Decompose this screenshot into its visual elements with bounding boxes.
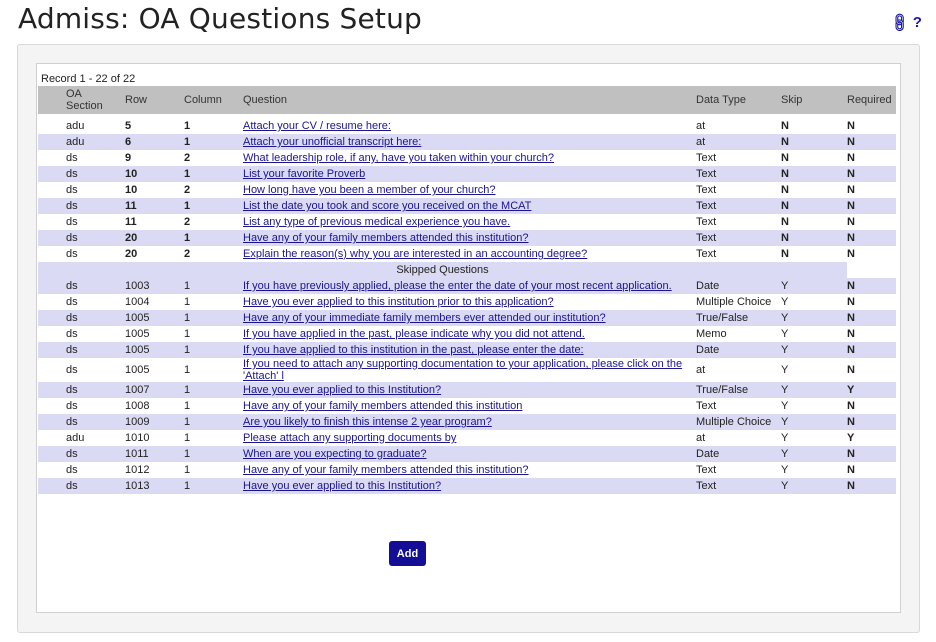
cell-row: 1003: [125, 278, 184, 294]
cell-row: 1008: [125, 400, 150, 412]
cell-column: 1: [184, 166, 243, 182]
cell-required: N: [847, 184, 855, 196]
row-spacer: [38, 230, 66, 246]
cell-required: N: [847, 198, 896, 214]
cell-required: N: [847, 248, 855, 260]
table-row: [38, 134, 896, 150]
cell-question: [243, 326, 696, 342]
cell-data-type: Text: [696, 478, 781, 494]
cell-skip: N: [781, 152, 789, 164]
record-to: - 22: [88, 73, 108, 85]
table-row: [38, 230, 896, 246]
table-row: [38, 462, 896, 478]
question-link[interactable]: Please attach any supporting documents by: [243, 432, 457, 444]
col-blank: [38, 86, 66, 114]
question-link[interactable]: Have you ever applied to this institution prior to this application?: [243, 296, 554, 308]
table-row: [38, 382, 896, 398]
cell-oa-section: ds: [66, 184, 78, 196]
cell-required: N: [847, 328, 855, 340]
record-label: Record: [41, 73, 77, 85]
cell-oa-section: adu: [66, 432, 85, 444]
record-count: [41, 73, 135, 85]
table-row: [38, 342, 896, 358]
row-spacer: [38, 462, 66, 478]
table-row: [38, 414, 896, 430]
cell-row: 5: [125, 120, 132, 132]
cell-question: [243, 294, 696, 310]
row-spacer: [38, 166, 66, 182]
cell-column: 1: [184, 278, 243, 294]
cell-skip: N: [781, 134, 847, 150]
cell-required: N: [847, 364, 855, 376]
col-data-type[interactable]: Data Type: [696, 86, 781, 114]
cell-row: 1005: [125, 328, 150, 340]
cell-oa-section: ds: [66, 328, 78, 340]
cell-skip: Y: [781, 382, 847, 398]
cell-oa-section: ds: [66, 364, 78, 376]
cell-column: 1: [184, 382, 243, 398]
row-spacer: [38, 246, 66, 262]
cell-oa-section: ds: [66, 382, 125, 398]
cell-row: 10: [125, 166, 184, 182]
questions-table: [38, 86, 896, 494]
cell-column: 1: [184, 134, 243, 150]
cell-question: [243, 198, 696, 214]
cell-skip: N: [781, 184, 789, 196]
cell-oa-section: adu: [66, 134, 125, 150]
question-link[interactable]: List your favorite Proverb: [243, 168, 366, 180]
cell-column: 1: [184, 296, 191, 308]
cell-data-type: Text: [696, 230, 781, 246]
cell-question: [243, 214, 696, 230]
table-header: [38, 86, 896, 114]
cell-required: N: [847, 414, 896, 430]
row-spacer: [38, 398, 66, 414]
questions-panel: [36, 63, 901, 613]
cell-data-type: at: [696, 134, 781, 150]
cell-data-type: Date: [696, 278, 781, 294]
record-of: of: [110, 73, 120, 85]
cell-required: N: [847, 342, 896, 358]
cell-data-type: True/False: [696, 310, 781, 326]
cell-column: 1: [184, 464, 191, 476]
cell-oa-section: ds: [66, 152, 78, 164]
cell-question: [243, 230, 696, 246]
table-row: [38, 294, 896, 310]
question-link[interactable]: If you have previously applied, please the enter the date of your most recent application.: [243, 280, 672, 292]
cell-column: 1: [184, 400, 191, 412]
row-spacer: [38, 358, 66, 382]
empty-cell: [847, 262, 896, 278]
col-skip[interactable]: Skip: [781, 86, 847, 114]
row-spacer: [38, 326, 66, 342]
cell-column: 1: [184, 198, 243, 214]
cell-row: 11: [125, 216, 137, 228]
cell-question: [243, 278, 696, 294]
cell-row: 11: [125, 198, 184, 214]
question-link[interactable]: Have any of your family members attended this institution?: [243, 464, 529, 476]
row-spacer: [38, 310, 66, 326]
cell-column: 2: [184, 216, 191, 228]
question-link[interactable]: Have any of your family members attended this institution?: [243, 232, 529, 244]
cell-data-type: Date: [696, 342, 781, 358]
row-spacer: [38, 446, 66, 462]
record-from: 1: [79, 73, 86, 85]
header-tools: [887, 10, 922, 35]
cell-oa-section: adu: [66, 120, 85, 132]
question-link[interactable]: What leadership role, if any, have you taken within your church?: [243, 152, 555, 164]
cell-question: [243, 134, 696, 150]
cell-required: N: [847, 478, 896, 494]
cell-row: 1013: [125, 478, 184, 494]
table-row: [38, 478, 896, 494]
record-total: 22: [123, 73, 136, 85]
cell-question: [243, 310, 696, 326]
cell-data-type: Text: [696, 198, 781, 214]
cell-oa-section: ds: [66, 446, 125, 462]
cell-data-type: Memo: [696, 328, 727, 340]
table-row: [38, 166, 896, 182]
cell-required: N: [847, 152, 855, 164]
cell-row: 20: [125, 230, 184, 246]
table-row: [38, 326, 896, 342]
row-spacer: [38, 214, 66, 230]
cell-row: 6: [125, 134, 184, 150]
cell-column: 1: [184, 478, 243, 494]
cell-skip: N: [781, 248, 789, 260]
cell-required: Y: [847, 382, 896, 398]
cell-row: 1004: [125, 296, 150, 308]
cell-row: 9: [125, 152, 132, 164]
question-link[interactable]: If you need to attach any supporting documentation to your application, please click on the 'Attach' l: [243, 358, 683, 382]
cell-column: 1: [184, 120, 191, 132]
row-spacer: [38, 294, 66, 310]
cell-oa-section: ds: [66, 296, 78, 308]
cell-question: [243, 118, 696, 134]
col-oa-section[interactable]: OA Section: [66, 86, 125, 114]
question-link[interactable]: Attach your unofficial transcript here:: [243, 136, 422, 148]
col-column[interactable]: Column: [184, 86, 243, 114]
cell-row: 1009: [125, 414, 184, 430]
question-link[interactable]: Explain the reason(s) why you are interested in an accounting degree?: [243, 248, 588, 260]
cell-skip: Y: [781, 446, 847, 462]
cell-skip: Y: [781, 342, 847, 358]
question-link[interactable]: Have any of your family members attended this institution: [243, 400, 523, 412]
cell-required: N: [847, 310, 896, 326]
cell-data-type: Date: [696, 446, 781, 462]
cell-row: 1011: [125, 446, 184, 462]
cell-column: 1: [184, 414, 243, 430]
cell-column: 1: [184, 432, 191, 444]
table-row: [38, 278, 896, 294]
row-spacer: [38, 134, 66, 150]
question-link[interactable]: Have you ever applied to this Institution?: [243, 384, 442, 396]
cell-required: N: [847, 230, 896, 246]
cell-oa-section: ds: [66, 400, 78, 412]
question-link[interactable]: Have you ever applied to this Institution?: [243, 480, 442, 492]
skipped-heading-row: [38, 262, 896, 278]
cell-data-type: at: [696, 120, 706, 132]
cell-question: [243, 478, 696, 494]
table-row: [38, 446, 896, 462]
cell-oa-section: ds: [66, 216, 78, 228]
cell-oa-section: ds: [66, 310, 125, 326]
row-spacer: [38, 118, 66, 134]
cell-data-type: True/False: [696, 382, 781, 398]
col-row[interactable]: Row: [125, 86, 184, 114]
cell-column: 1: [184, 364, 191, 376]
cell-row: 1005: [125, 342, 184, 358]
cell-required: N: [847, 446, 896, 462]
cell-skip: Y: [781, 310, 847, 326]
cell-column: 1: [184, 230, 243, 246]
cell-data-type: Multiple Choice: [696, 414, 781, 430]
table-row: [38, 118, 896, 134]
cell-required: N: [847, 166, 896, 182]
cell-question: [243, 430, 696, 446]
table-row: [38, 358, 896, 382]
cell-skip: Y: [781, 414, 847, 430]
cell-skip: Y: [781, 400, 789, 412]
col-question[interactable]: Question: [243, 86, 696, 114]
cell-row: 1005: [125, 310, 184, 326]
cell-oa-section: ds: [66, 414, 125, 430]
question-link[interactable]: Attach your CV / resume here:: [243, 120, 391, 132]
question-link[interactable]: If you have applied to this institution in the past, please enter the date:: [243, 344, 584, 356]
cell-question: [243, 358, 696, 382]
cell-row: 1012: [125, 464, 150, 476]
table-row: [38, 430, 896, 446]
cell-skip: Y: [781, 328, 789, 340]
col-required[interactable]: Required: [847, 86, 896, 114]
row-spacer: [38, 430, 66, 446]
cell-required: N: [847, 296, 855, 308]
page-title: Admiss: OA Questions Setup: [18, 2, 423, 35]
table-row: [38, 214, 896, 230]
cell-data-type: Text: [696, 400, 717, 412]
table-row: [38, 198, 896, 214]
cell-data-type: Text: [696, 248, 717, 260]
content-panel: [17, 44, 920, 633]
cell-skip: Y: [781, 478, 847, 494]
cell-required: N: [847, 120, 855, 132]
question-link[interactable]: List the date you took and score you received on the MCAT: [243, 200, 532, 212]
cell-data-type: Text: [696, 166, 781, 182]
cell-question: [243, 446, 696, 462]
cell-skip: Y: [781, 278, 847, 294]
table-row: [38, 398, 896, 414]
cell-oa-section: ds: [66, 464, 78, 476]
cell-oa-section: ds: [66, 248, 78, 260]
question-link[interactable]: If you have applied in the past, please indicate why you did not attend.: [243, 328, 585, 340]
cell-data-type: Text: [696, 216, 717, 228]
cell-skip: Y: [781, 296, 789, 308]
cell-question: [243, 342, 696, 358]
cell-required: N: [847, 400, 855, 412]
question-link[interactable]: List any type of previous medical experience you have.: [243, 216, 511, 228]
question-link[interactable]: Have any of your immediate family members ever attended our institution?: [243, 312, 606, 324]
cell-question: [243, 246, 696, 262]
question-link[interactable]: How long have you been a member of your church?: [243, 184, 496, 196]
row-spacer: [38, 382, 66, 398]
cell-oa-section: ds: [66, 198, 125, 214]
cell-required: Y: [847, 432, 855, 444]
cell-data-type: Text: [696, 184, 717, 196]
row-spacer: [38, 182, 66, 198]
cell-oa-section: ds: [66, 230, 125, 246]
cell-data-type: at: [696, 432, 706, 444]
row-spacer: [38, 478, 66, 494]
cell-oa-section: ds: [66, 342, 125, 358]
cell-row: 1005: [125, 364, 150, 376]
cell-row: 1007: [125, 382, 184, 398]
cell-data-type: Multiple Choice: [696, 296, 772, 308]
cell-row: 10: [125, 184, 138, 196]
cell-question: [243, 462, 696, 478]
cell-column: 2: [184, 184, 191, 196]
cell-skip: Y: [781, 364, 789, 376]
cell-row: 1010: [125, 432, 150, 444]
cell-skip: Y: [781, 432, 789, 444]
cell-row: 20: [125, 248, 138, 260]
cell-column: 1: [184, 446, 243, 462]
cell-skip: N: [781, 230, 847, 246]
cell-question: [243, 150, 696, 166]
cell-required: N: [847, 134, 896, 150]
question-link[interactable]: When are you expecting to graduate?: [243, 448, 427, 460]
cell-oa-section: ds: [66, 166, 125, 182]
cell-data-type: Text: [696, 464, 717, 476]
cell-skip: N: [781, 166, 847, 182]
cell-required: N: [847, 216, 855, 228]
cell-question: [243, 414, 696, 430]
add-button[interactable]: Add: [389, 541, 426, 566]
cell-data-type: Text: [696, 152, 717, 164]
row-spacer: [38, 150, 66, 166]
cell-oa-section: ds: [66, 278, 125, 294]
cell-oa-section: ds: [66, 478, 125, 494]
cell-column: 2: [184, 248, 191, 260]
cell-question: [243, 182, 696, 198]
cell-column: 1: [184, 328, 191, 340]
cell-skip: N: [781, 216, 789, 228]
cell-column: 1: [184, 310, 243, 326]
cell-skip: N: [781, 198, 847, 214]
cell-required: N: [847, 464, 855, 476]
cell-column: 1: [184, 342, 243, 358]
cell-question: [243, 398, 696, 414]
table-row: [38, 150, 896, 166]
table-row: [38, 182, 896, 198]
question-link[interactable]: Are you likely to finish this intense 2 year program?: [243, 416, 492, 428]
row-spacer: [38, 414, 66, 430]
skipped-heading: Skipped Questions: [38, 262, 847, 278]
row-spacer: [38, 278, 66, 294]
link-icon[interactable]: 🔗︎: [887, 10, 912, 35]
cell-skip: Y: [781, 464, 789, 476]
table-row: [38, 310, 896, 326]
cell-column: 2: [184, 152, 191, 164]
cell-skip: N: [781, 120, 789, 132]
cell-data-type: at: [696, 364, 706, 376]
cell-question: [243, 382, 696, 398]
cell-required: N: [847, 278, 896, 294]
row-spacer: [38, 198, 66, 214]
row-spacer: [38, 342, 66, 358]
help-icon[interactable]: ?: [912, 14, 922, 31]
table-row: [38, 246, 896, 262]
cell-question: [243, 166, 696, 182]
